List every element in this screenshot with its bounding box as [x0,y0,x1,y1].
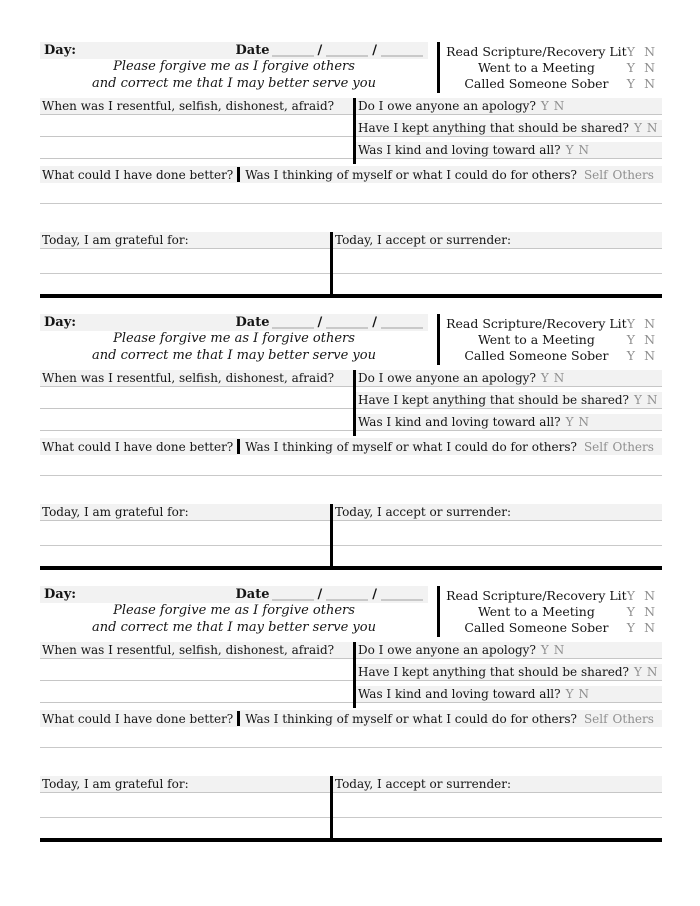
resentful-column [40,642,353,708]
prayer-line-1: Please forgive me as I forgive others [113,331,355,346]
day-date-row [40,314,428,331]
day-date-row [40,586,428,603]
grateful-column [40,504,330,566]
checklist-item-label: Went to a Meeting [477,59,595,75]
daily-inventory-section [40,42,662,298]
question-label: Was I kind and loving toward all? [358,143,561,157]
spacer [40,476,662,504]
no-option[interactable]: N [578,687,589,701]
gratitude-answer-line[interactable] [40,521,330,546]
checklist-item-label: Went to a Meeting [477,603,595,619]
better-divider [237,167,240,182]
self-option[interactable]: Self [583,711,608,726]
inventory-grid [40,98,662,164]
checklist-item-label: Read Scripture/Recovery Lit [446,315,627,331]
date-year-field[interactable] [381,44,423,57]
checklist-row [446,43,658,59]
yes-option[interactable]: Y [633,121,642,135]
date-separator: / [372,315,377,330]
date-separator: / [317,315,323,330]
yes-option[interactable]: Y [626,75,636,91]
question-label: Do I owe anyone an apology? [358,643,536,657]
surrender-answer-line[interactable] [333,274,662,294]
checklist-row [446,59,658,75]
section-header [40,314,662,365]
answer-line[interactable] [40,120,353,137]
inventory-grid [40,370,662,436]
question-row [356,686,662,703]
surrender-label: Today, I accept or surrender: [333,776,662,793]
daily-inventory-section [40,314,662,570]
checklist-item-label: Read Scripture/Recovery Lit [446,587,627,603]
section-header [40,42,662,93]
yes-option[interactable]: Y [626,619,636,635]
no-option[interactable]: N [644,59,655,75]
thinking-question: Was I thinking of myself or what I could do for others? [245,711,577,726]
yes-option[interactable]: Y [540,99,549,113]
checklist-row [446,347,658,363]
date-month-field[interactable] [272,316,314,329]
surrender-answer-line[interactable] [333,818,662,838]
surrender-answer-line[interactable] [333,793,662,818]
others-option[interactable]: Others [612,711,654,726]
surrender-answer-line[interactable] [333,521,662,546]
section-separator [40,566,662,570]
no-option[interactable]: N [646,121,658,135]
question-label: Have I kept anything that should be shared? [358,393,629,407]
checklist-item-label: Called Someone Sober [464,347,609,363]
date-year-field[interactable] [381,316,423,329]
others-option[interactable]: Others [612,439,654,454]
checklist-row [446,603,658,619]
yes-option[interactable]: Y [633,393,642,407]
date-label: Date [235,43,270,58]
yes-option[interactable]: Y [540,643,549,657]
yes-option[interactable]: Y [626,331,636,347]
no-option[interactable]: N [644,43,655,59]
checklist-row [446,75,658,91]
no-option[interactable]: N [578,415,589,429]
answer-line[interactable] [40,183,662,204]
answer-line[interactable] [40,664,353,681]
others-option[interactable]: Others [612,167,654,182]
surrender-label: Today, I accept or surrender: [333,232,662,249]
day-field[interactable] [76,587,235,602]
better-divider [237,439,240,454]
surrender-column [333,776,662,838]
question-row [356,642,662,659]
no-option[interactable]: N [644,331,655,347]
daily-inventory-section [40,586,662,842]
question-label: Do I owe anyone an apology? [358,99,536,113]
yes-option[interactable]: Y [565,687,574,701]
yes-option[interactable]: Y [626,43,636,59]
surrender-label: Today, I accept or surrender: [333,504,662,521]
better-question: What could I have done better? [42,167,234,182]
answer-line[interactable] [40,414,353,431]
prayer-line-1: Please forgive me as I forgive others [113,603,355,618]
no-option[interactable]: N [578,143,589,157]
question-row [356,98,662,115]
no-option[interactable]: N [644,619,655,635]
today-block [40,776,662,838]
checklist-item-label: Called Someone Sober [464,75,609,91]
gratitude-answer-line[interactable] [40,249,330,274]
date-year-field[interactable] [381,588,423,601]
daily-checklist [440,586,662,637]
resentful-question: When was I resentful, selfish, dishonest, afraid? [40,642,353,659]
gratitude-answer-line[interactable] [40,274,330,294]
checklist-row [446,331,658,347]
checklist-row [446,619,658,635]
daily-checklist [440,42,662,93]
today-block [40,504,662,566]
no-option[interactable]: N [646,665,658,679]
question-row [356,120,662,137]
date-label: Date [235,587,270,602]
grateful-column [40,776,330,838]
answer-line[interactable] [40,727,662,748]
answer-line[interactable] [40,686,353,703]
yes-option[interactable]: Y [626,587,636,603]
answer-line[interactable] [40,392,353,409]
date-separator: / [372,43,377,58]
yes-option[interactable]: Y [626,315,636,331]
question-label: Was I kind and loving toward all? [358,687,561,701]
no-option[interactable]: N [553,371,565,385]
day-field[interactable] [76,315,235,330]
yes-option[interactable]: Y [540,371,549,385]
header-left [40,42,428,93]
spacer [40,204,662,232]
resentful-question: When was I resentful, selfish, dishonest, afraid? [40,370,353,387]
questions-column [356,370,662,436]
questions-column [356,642,662,708]
date-day-field[interactable] [326,44,368,57]
gratitude-answer-line[interactable] [40,546,330,566]
yes-option[interactable]: Y [626,59,636,75]
yes-option[interactable]: Y [626,603,636,619]
no-option[interactable]: N [646,393,658,407]
surrender-column [333,232,662,294]
checklist-item-label: Read Scripture/Recovery Lit [446,43,627,59]
yes-option[interactable]: Y [626,347,636,363]
question-row [356,664,662,681]
day-label: Day: [44,43,77,58]
resentful-column [40,98,353,164]
section-separator [40,838,662,842]
day-label: Day: [44,587,77,602]
today-block [40,232,662,294]
prayer-line-2: and correct me that I may better serve you [92,75,376,91]
gratitude-answer-line[interactable] [40,818,330,838]
grateful-label: Today, I am grateful for: [40,776,330,793]
yes-option[interactable]: Y [565,415,574,429]
date-day-field[interactable] [326,316,368,329]
spacer [40,748,662,776]
better-question: What could I have done better? [42,439,234,454]
inventory-grid [40,642,662,708]
date-separator: / [317,43,323,58]
day-date-row [40,42,428,59]
question-label: Have I kept anything that should be shared? [358,665,629,679]
grateful-label: Today, I am grateful for: [40,232,330,249]
section-separator [40,294,662,298]
checklist-item-label: Went to a Meeting [477,331,595,347]
no-option[interactable]: N [553,643,565,657]
better-row [40,710,662,727]
thinking-question: Was I thinking of myself or what I could do for others? [245,167,577,182]
better-row [40,166,662,183]
better-question: What could I have done better? [42,711,234,726]
question-row [356,142,662,159]
grateful-label: Today, I am grateful for: [40,504,330,521]
question-row [356,392,662,409]
checklist-row [446,315,658,331]
gratitude-answer-line[interactable] [40,793,330,818]
date-separator: / [372,587,377,602]
answer-line[interactable] [40,142,353,159]
header-left [40,314,428,365]
surrender-column [333,504,662,566]
checklist-item-label: Called Someone Sober [464,619,609,635]
date-day-field[interactable] [326,588,368,601]
date-label: Date [235,315,270,330]
section-header [40,586,662,637]
grateful-column [40,232,330,294]
daily-checklist [440,314,662,365]
prayer-line-2: and correct me that I may better serve you [92,619,376,635]
day-field[interactable] [76,43,235,58]
better-row [40,438,662,455]
self-option[interactable]: Self [583,439,608,454]
yes-option[interactable]: Y [565,143,574,157]
question-label: Have I kept anything that should be shared? [358,121,629,135]
surrender-answer-line[interactable] [333,249,662,274]
checklist-row [446,587,658,603]
question-row [356,414,662,431]
questions-column [356,98,662,164]
question-row [356,370,662,387]
no-option[interactable]: N [644,603,655,619]
no-option[interactable]: N [644,315,655,331]
resentful-column [40,370,353,436]
prayer-line-1: Please forgive me as I forgive others [113,59,355,74]
date-separator: / [317,587,323,602]
header-left [40,586,428,637]
question-label: Do I owe anyone an apology? [358,371,536,385]
resentful-question: When was I resentful, selfish, dishonest, afraid? [40,98,353,115]
surrender-answer-line[interactable] [333,546,662,566]
self-option[interactable]: Self [583,167,608,182]
no-option[interactable]: N [644,587,655,603]
yes-option[interactable]: Y [633,665,642,679]
day-label: Day: [44,315,77,330]
question-label: Was I kind and loving toward all? [358,415,561,429]
no-option[interactable]: N [644,347,655,363]
no-option[interactable]: N [553,99,565,113]
better-divider [237,711,240,726]
no-option[interactable]: N [644,75,655,91]
date-month-field[interactable] [272,588,314,601]
prayer-line-2: and correct me that I may better serve you [92,347,376,363]
thinking-question: Was I thinking of myself or what I could do for others? [245,439,577,454]
answer-line[interactable] [40,455,662,476]
date-month-field[interactable] [272,44,314,57]
